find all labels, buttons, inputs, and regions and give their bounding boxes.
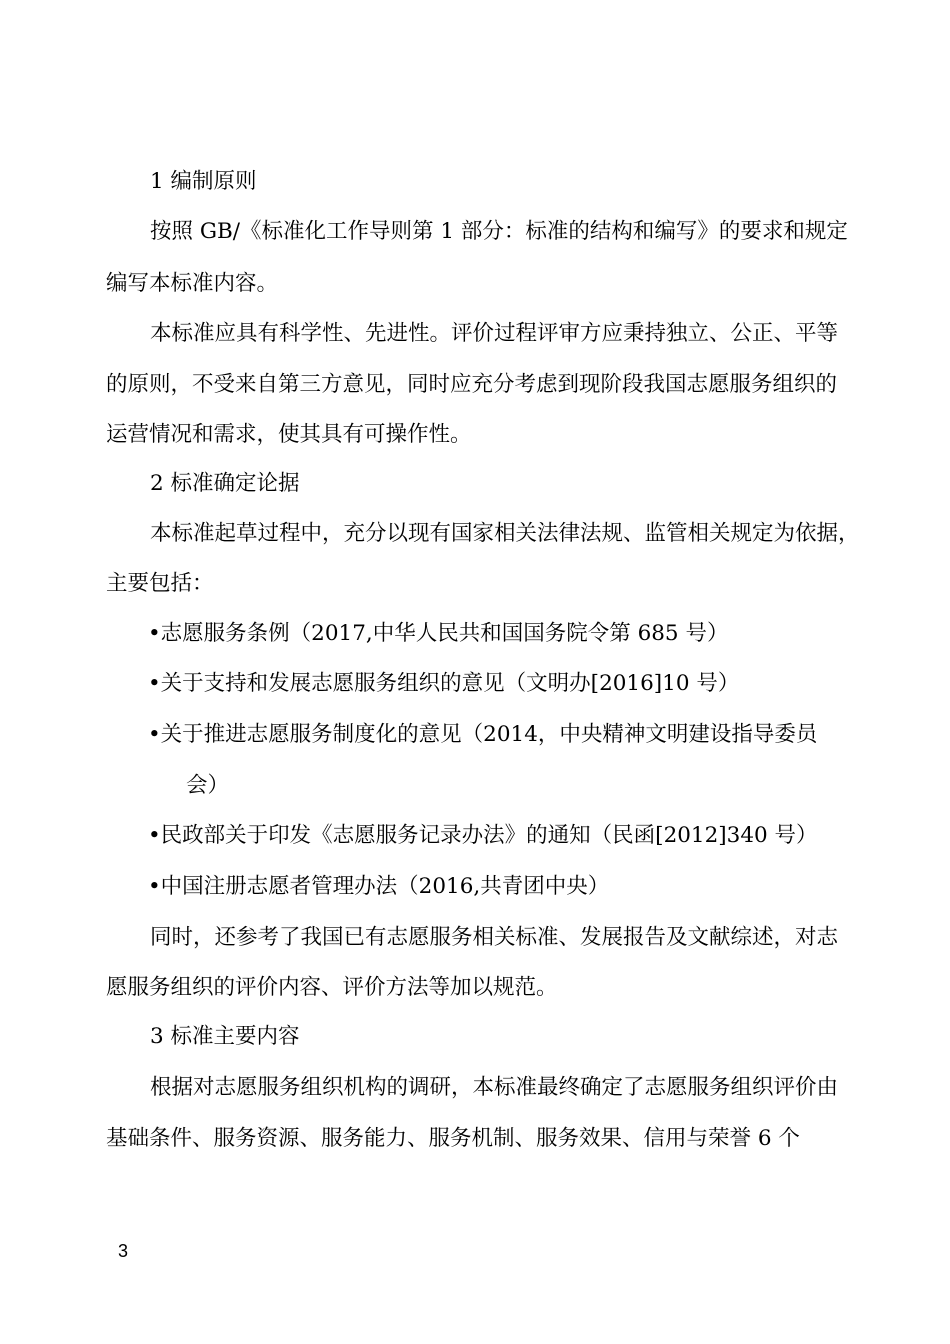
bullet-item: •志愿服务条例（2017,中华人民共和国国务院令第 685 号） <box>148 621 729 646</box>
bullet-item: •民政部关于印发《志愿服务记录办法》的通知（民函[2012]340 号） <box>148 823 818 848</box>
section-1-paragraph-2-line-2: 的原则，不受来自第三方意见，同时应充分考虑到现阶段我国志愿服务组织的 <box>106 372 838 397</box>
bullet-item: •关于推进志愿服务制度化的意见（2014，中央精神文明建设指导委员 <box>148 722 818 747</box>
section-3-paragraph-1-line-2: 基础条件、服务资源、服务能力、服务机制、服务效果、信用与荣誉 6 个 <box>106 1126 800 1151</box>
section-3-heading: 3 标准主要内容 <box>150 1024 300 1049</box>
section-1-paragraph-1-line-1: 按照 GB/《标准化工作导则第 1 部分：标准的结构和编写》的要求和规定 <box>150 219 848 244</box>
page-number: 3 <box>118 1241 129 1261</box>
bullet-item: •关于支持和发展志愿服务组织的意见（文明办[2016]10 号） <box>148 671 740 696</box>
bullet-item: •中国注册志愿者管理办法（2016,共青团中央） <box>148 874 610 899</box>
section-1-heading: 1 编制原则 <box>150 169 257 194</box>
section-1-paragraph-1-line-2: 编写本标准内容。 <box>106 271 279 296</box>
section-2-heading: 2 标准确定论据 <box>150 471 300 496</box>
section-2-paragraph-2-line-1: 同时，还参考了我国已有志愿服务相关标准、发展报告及文献综述，对志 <box>150 925 839 950</box>
section-3-paragraph-1-line-1: 根据对志愿服务组织机构的调研，本标准最终确定了志愿服务组织评价由 <box>150 1075 839 1100</box>
section-2-paragraph-1-line-1: 本标准起草过程中，充分以现有国家相关法律法规、监管相关规定为依据， <box>150 521 860 546</box>
section-2-paragraph-1-line-2: 主要包括： <box>106 571 214 596</box>
section-1-paragraph-2-line-1: 本标准应具有科学性、先进性。评价过程评审方应秉持独立、公正、平等 <box>150 321 839 346</box>
section-1-paragraph-2-line-3: 运营情况和需求，使其具有可操作性。 <box>106 422 472 447</box>
bullet-item-continuation: 会） <box>186 773 230 798</box>
section-2-paragraph-2-line-2: 愿服务组织的评价内容、评价方法等加以规范。 <box>106 975 558 1000</box>
